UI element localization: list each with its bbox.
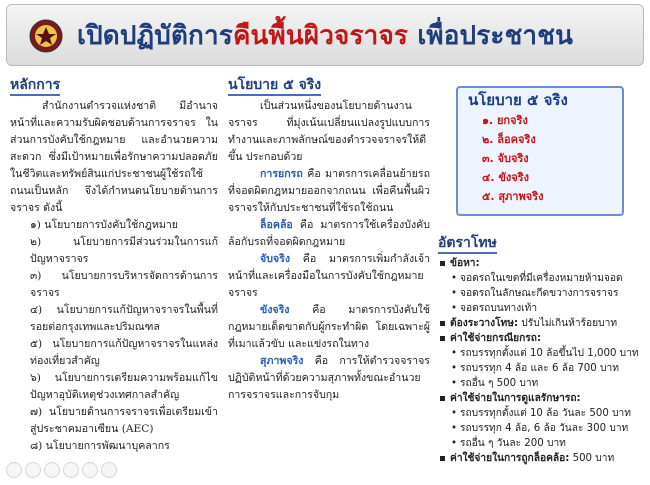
fine-group-title — [438, 331, 644, 346]
policy5-keyword: การยกรถ — [260, 168, 303, 180]
principle-item: ๕) นโยบายการแก้ปัญหาจราจรในแหล่งท่องเที่ยวสำคัญ — [30, 338, 218, 367]
fine-group-title — [438, 451, 644, 466]
policy5-text: คือ มาตรการเคลื่อนย้ายรถที่จอดผิดกฎหมายออกจากถนน เพื่อคืนพื้นผิวจราจรให้กับประชาชนที่ใช้รถใช้ถนน — [228, 168, 430, 214]
principles-intro: สำนักงานตำรวจแห่งชาติ มีอำนาจหน้าที่และความรับผิดชอบด้านการจราจร ในส่วนการบังคับใช้กฎหมาย และอำนวยความสะดวก ซึ่งมีเป้าหมายเพื่อรักษาความปลอดภัยในชีวิตและทรัพย์สินแก่ประชาชนผู้ใช้รถใช้ถนนเป็นหลัก จึงได้กำหนดนโยบายด้านการจราจร ดังนี้ — [10, 100, 218, 214]
fine-sub-item: • จอดรถบนทางเท้า — [438, 301, 644, 316]
fine-title: ต้องระวางโทษ: — [450, 318, 519, 329]
policy5-text: คือ การให้ตำรวจจราจรปฏิบัติหน้าที่ด้วยความสุภาพทั้งขณะอำนวยการจราจรและการจับกุม — [228, 355, 430, 401]
policy-box-item: ๕. สุภาพจริง — [482, 190, 544, 203]
footer-circle-icon — [25, 462, 41, 478]
policy5-heading: นโยบาย ๕ จริง — [228, 76, 321, 96]
fine-sub-item: • รถอื่น ๆ วันละ 200 บาท — [438, 436, 644, 451]
fine-group-title — [438, 316, 644, 331]
fine-title: ค่าใช้จ่ายในการดูแลรักษารถ: — [450, 393, 581, 404]
principles-list — [10, 217, 218, 455]
summary-column — [438, 76, 644, 466]
page-title — [77, 15, 573, 56]
fines-list — [438, 256, 644, 466]
policy5-keyword: ล็อคล้อ — [260, 219, 293, 231]
fine-sub-item: • รถบรรทุก 4 ล้อ และ 6 ล้อ 700 บาท — [438, 361, 644, 376]
footer-circle-icon — [44, 462, 60, 478]
policy5-keyword: ขังจริง — [260, 304, 290, 316]
principle-item: ๖) นโยบายการเตรียมความพร้อมแก้ไขปัญหาอุบัติเหตุช่วงเทศกาลสำคัญ — [30, 372, 218, 401]
policy-box-item: ๑. ยกจริง — [482, 114, 528, 127]
policy5-point — [228, 353, 430, 404]
policy-summary-box — [456, 86, 624, 216]
footer-icons — [6, 462, 117, 480]
principles-column — [10, 76, 218, 455]
fine-sub-item: • รถอื่น ๆ 500 บาท — [438, 376, 644, 391]
policy5-point — [228, 302, 430, 353]
policy-box-items — [468, 111, 612, 206]
fine-sub-item: • รถบรรทุกตั้งแต่ 10 ล้อขึ้นไป 1,000 บาท — [438, 346, 644, 361]
footer-circle-icon — [63, 462, 79, 478]
header-banner — [6, 4, 644, 66]
principles-heading: หลักการ — [10, 76, 60, 96]
policy-box-heading: นโยบาย ๕ จริง — [468, 91, 568, 109]
policy5-point — [228, 217, 430, 251]
policy5-text: คือ มาตรการเพิ่มกำลังเจ้าหน้าที่และเครื่องมือในการบังคับใช้กฎหมายจราจร — [228, 253, 430, 299]
footer-circle-icon — [6, 462, 22, 478]
fine-title: ข้อหา: — [450, 258, 480, 269]
fine-sub-item: • จอดรถในเขตที่มีเครื่องหมายห้ามจอด — [438, 271, 644, 286]
fine-sub-item: • รถบรรทุก 4 ล้อ, 6 ล้อ วันละ 300 บาท — [438, 421, 644, 436]
policy5-point — [228, 251, 430, 302]
police-emblem-icon — [29, 19, 63, 53]
policy5-text: คือ มาตรการใช้เครื่องบังคับล้อกับรถที่จอดผิดกฎหมาย — [228, 219, 430, 248]
policy5-column — [228, 76, 430, 404]
policy-box-item: ๒. ล็อคจริง — [482, 133, 536, 146]
principle-item: ๗) นโยบายด้านการจราจรเพื่อเตรียมเข้าสู่ประชาคมอาเซียน (AEC) — [30, 406, 218, 435]
policy-box-item: ๓. จับจริง — [482, 152, 529, 165]
fine-sub-item: • จอดรถในลักษณะกีดขวางการจราจร — [438, 286, 644, 301]
principle-item: ๓) นโยบายการบริหารจัดการด้านการจราจร — [30, 270, 218, 299]
fine-group-title — [438, 256, 644, 271]
fines-heading: อัตราโทษ — [438, 234, 497, 254]
fine-sub-item: • รถบรรทุกตั้งแต่ 10 ล้อ วันละ 500 บาท — [438, 406, 644, 421]
policy5-point — [228, 166, 430, 217]
fine-title: ค่าใช้จ่ายกรณียกรถ: — [450, 333, 542, 344]
policy5-text: คือ มาตรการบังคับใช้กฎหมายเด็ดขาดกับผู้กระทำผิด โดยเฉพาะผู้ที่เมาแล้วขับ และแข่งรถในทาง — [228, 304, 430, 350]
fine-title: ค่าใช้จ่ายในการถูกล็อคล้อ: — [450, 453, 570, 464]
policy-box-item: ๔. ขังจริง — [482, 171, 529, 184]
principle-item: ๔) นโยบายการแก้ปัญหาจราจรในพื้นที่รอยต่อกรุงเทพและปริมณฑล — [30, 304, 218, 333]
principle-item: ๘) นโยบายการพัฒนาบุคลากร — [30, 440, 170, 452]
title-part1: เปิดปฏิบัติการ — [77, 21, 233, 51]
fine-group-title — [438, 391, 644, 406]
principle-item: ๒) นโยบายการมีส่วนร่วมในการแก้ปัญหาจราจร — [30, 236, 218, 265]
policy5-intro: เป็นส่วนหนึ่งของนโยบายด้านงานจราจร ที่มุ่งเน้นเปลี่ยนแปลงรูปแบบการทำงานและภาพลักษณ์ของตำรวจจราจรให้ดีขึ้น ประกอบด้วย — [228, 100, 430, 163]
title-part2: เพื่อประชาชน — [408, 21, 574, 51]
footer-circle-icon — [101, 462, 117, 478]
fine-value: ปรับไม่เกินห้าร้อยบาท — [518, 318, 618, 329]
title-highlight: คืนพื้นผิวจราจร — [232, 21, 409, 51]
footer-circle-icon — [82, 462, 98, 478]
principle-item: ๑) นโยบายการบังคับใช้กฎหมาย — [30, 219, 179, 231]
policy5-keyword: จับจริง — [260, 253, 291, 265]
fine-value: 500 บาท — [569, 453, 615, 464]
policy5-keyword: สุภาพจริง — [260, 355, 304, 367]
policy5-points — [228, 166, 430, 404]
